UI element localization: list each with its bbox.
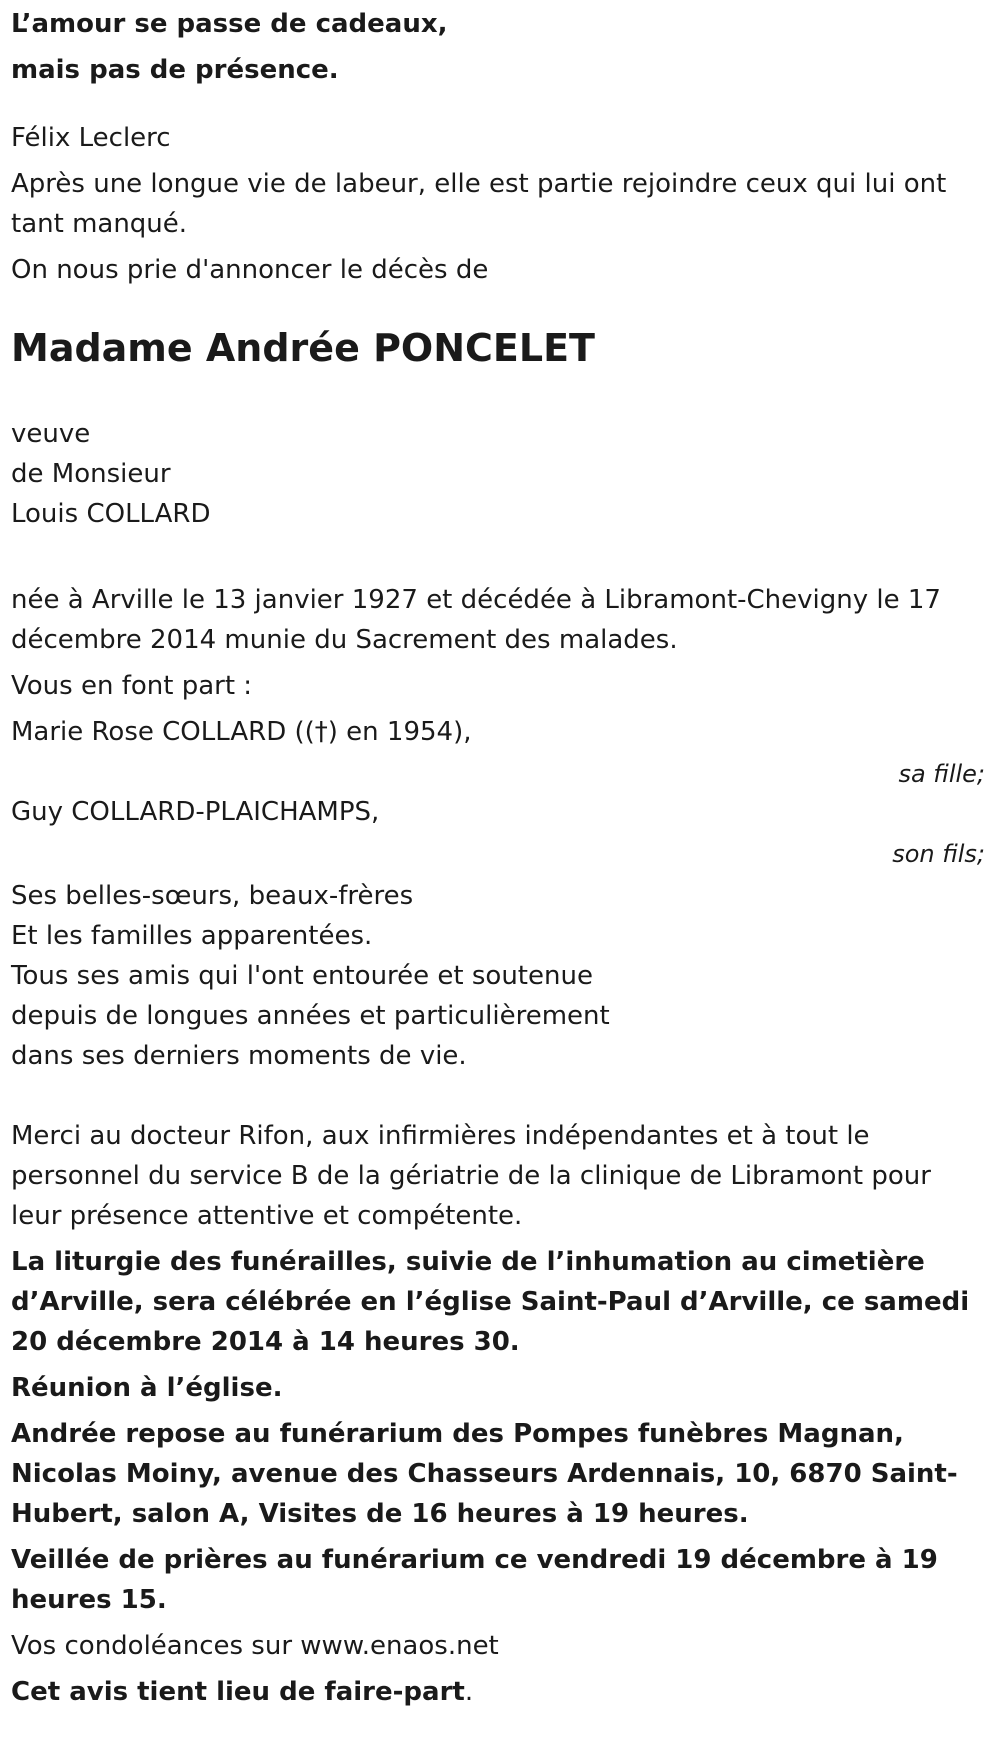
intro-text: Après une longue vie de labeur, elle est partie rejoindre ceux qui lui ont tant manqué. (11, 169, 947, 239)
widow-line-1: veuve (11, 419, 91, 449)
family-member-name: Marie Rose COLLARD ((†) en 1954), (11, 717, 472, 747)
family-member-relation: son fils; (892, 840, 985, 868)
quote-author: Félix Leclerc (11, 123, 171, 153)
others-block (11, 876, 989, 1076)
vigil-text: Veillée de prières au funérarium ce vendredi 19 décembre à 19 heures 15. (11, 1545, 938, 1615)
others-line-3: Tous ses amis qui l'ont entourée et soutenue (11, 961, 593, 991)
closing-text: Cet avis tient lieu de faire-part (11, 1677, 465, 1707)
others-line-4: depuis de longues années et particulièrement (11, 1001, 610, 1031)
widow-block (11, 414, 989, 534)
others-line-1: Ses belles-sœurs, beaux-frères (11, 881, 414, 911)
closing-line (11, 1672, 989, 1712)
repose-text: Andrée repose au funérarium des Pompes funèbres Magnan, Nicolas Moiny, avenue des Chasseurs Ardennais, 10, 6870 Saint-Hubert, salon A, Visites de 16 heures à 19 heures. (11, 1419, 958, 1529)
liturgy-text: La liturgie des funérailles, suivie de l’inhumation au cimetière d’Arville, sera célébrée en l’église Saint-Paul d’Arville, ce samedi 20 décembre 2014 à 14 heures 30. (11, 1247, 970, 1357)
family-member (11, 712, 989, 786)
share-intro: Vous en font part : (11, 671, 253, 701)
quote-line-1: L’amour se passe de cadeaux, (11, 9, 448, 39)
others-line-5: dans ses derniers moments de vie. (11, 1041, 467, 1071)
widow-line-2: de Monsieur (11, 459, 171, 489)
meeting-text: Réunion à l’église. (11, 1373, 283, 1403)
condolences-text: Vos condoléances sur www.enaos.net (11, 1631, 499, 1661)
family-member-relation: sa fille; (898, 760, 985, 788)
others-line-2: Et les familles apparentées. (11, 921, 373, 951)
family-list (11, 712, 989, 866)
thanks-text: Merci au docteur Rifon, aux infirmières indépendantes et à tout le personnel du service B de la gériatrie de la clinique de Libramont pour leur présence attentive et compétente. (11, 1121, 931, 1231)
quote-line-2: mais pas de présence. (11, 55, 339, 85)
announce-text: On nous prie d'annoncer le décès de (11, 255, 489, 285)
family-member-name: Guy COLLARD-PLAICHAMPS, (11, 797, 380, 827)
family-member (11, 792, 989, 866)
deceased-name: Madame Andrée PONCELET (11, 326, 595, 370)
widow-line-3: Louis COLLARD (11, 499, 211, 529)
birth-death-text: née à Arville le 13 janvier 1927 et décédée à Libramont-Chevigny le 17 décembre 2014 munie du Sacrement des malades. (11, 585, 941, 655)
closing-period: . (464, 1677, 474, 1707)
